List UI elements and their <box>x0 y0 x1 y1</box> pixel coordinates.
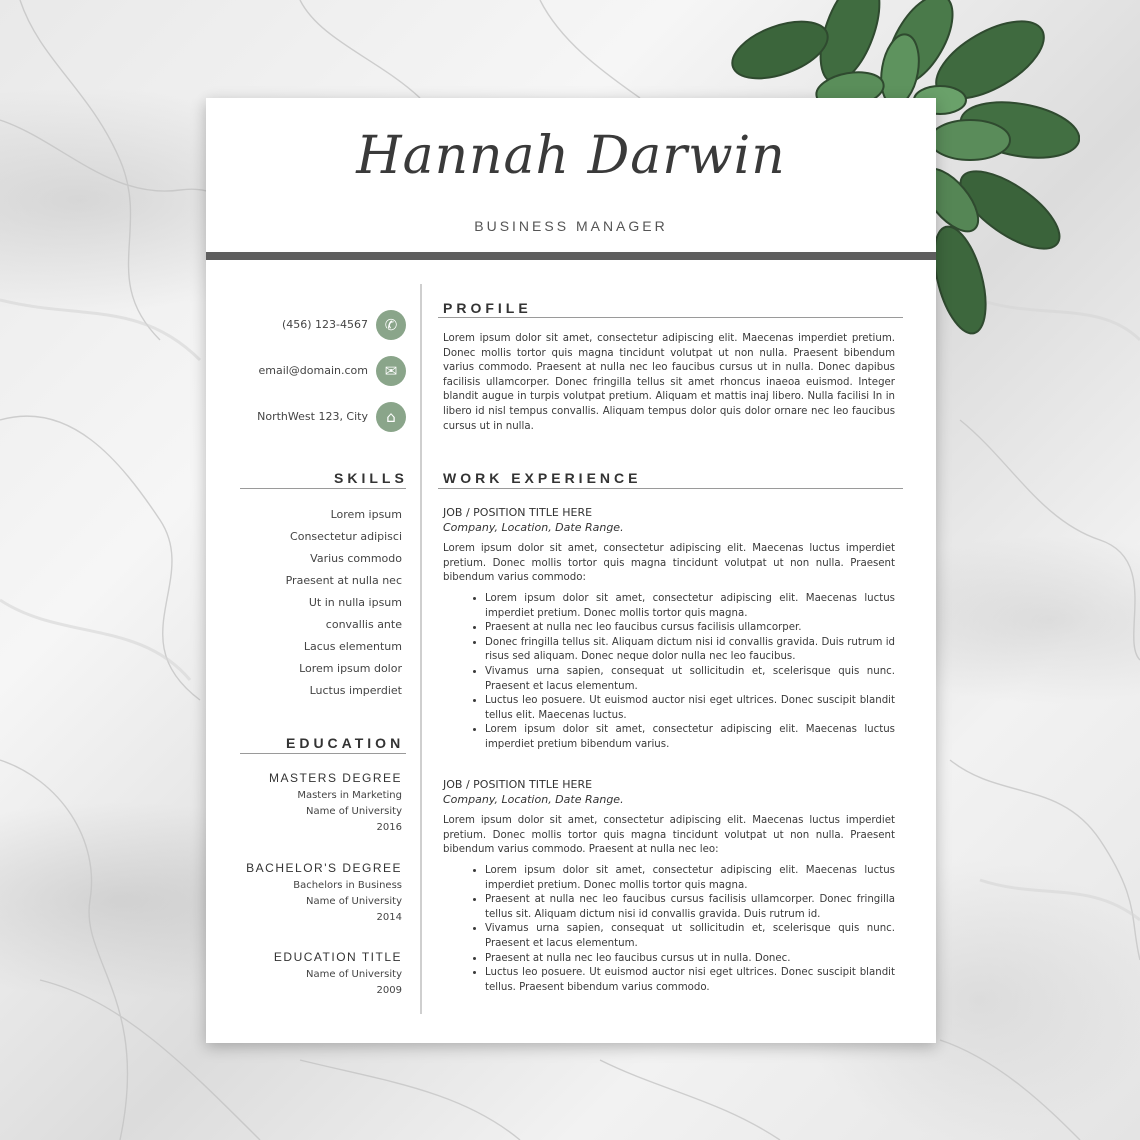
job-bullet: • Lorem ipsum dolor sit amet, consectetur adipiscing elit. Maecenas luctus imperdiet pretium bibendum varius. <box>485 723 895 752</box>
job-company-meta: Company, Location, Date Range. <box>443 793 624 806</box>
skill-item: Ut in nulla ipsum <box>308 596 402 609</box>
skill-item: Lacus elementum <box>303 640 402 653</box>
envelope-icon: ✉ <box>376 356 406 386</box>
degree-field: Bachelors in Business <box>293 880 402 891</box>
phone-text: (456) 123-4567 <box>281 318 368 331</box>
job-bullet: • Luctus leo posuere. Ut euismod auctor nisi eget ultrices. Donec suscipit blandit tellus. Praesent bibendum varius commodo. <box>485 966 895 995</box>
job-title: BUSINESS MANAGER <box>474 218 668 234</box>
degree-field: Masters in Marketing <box>297 790 402 801</box>
job-bullet: • Lorem ipsum dolor sit amet, consectetur adipiscing elit. Maecenas luctus imperdiet pretium. Donec mollis tortor quis magna. <box>485 864 895 893</box>
column-divider <box>420 284 422 1014</box>
work-experience-heading: WORK EXPERIENCE <box>443 470 642 486</box>
graduation-year: 2014 <box>376 912 402 923</box>
job-bullet: • Luctus leo posuere. Ut euismod auctor nisi eget ultrices. Donec suscipit blandit tellus elit. Maecenas luctus. <box>485 694 895 723</box>
job-bullet: • Praesent at nulla nec leo faucibus cursus facilisis ullamcorper. <box>485 621 895 636</box>
job-position-title: JOB / POSITION TITLE HERE <box>443 506 593 519</box>
skill-item: Lorem ipsum <box>330 508 402 521</box>
degree-title: BACHELOR'S DEGREE <box>246 861 402 875</box>
degree-title: MASTERS DEGREE <box>268 771 402 785</box>
graduation-year: 2009 <box>376 985 402 996</box>
skill-item: Luctus imperdiet <box>309 684 402 697</box>
job-bullet: • Praesent at nulla nec leo faucibus cursus ut in nulla. Donec. <box>485 952 895 967</box>
header-divider-bar <box>206 252 936 260</box>
email-text: email@domain.com <box>258 364 368 377</box>
skill-item: Praesent at nulla nec <box>285 574 402 587</box>
work-experience-rule <box>438 488 903 489</box>
university-name: Name of University <box>306 969 402 980</box>
job-bullet-list <box>443 864 895 995</box>
resume-page <box>206 98 936 1043</box>
job-position-title: JOB / POSITION TITLE HERE <box>443 778 593 791</box>
job-bullet: • Vivamus urna sapien, consequat ut sollicitudin et, scelerisque quis nunc. Praesent et lacus elementum. <box>485 665 895 694</box>
skill-item: Varius commodo <box>310 552 402 565</box>
home-icon: ⌂ <box>376 402 406 432</box>
job-bullet: • Lorem ipsum dolor sit amet, consectetur adipiscing elit. Maecenas luctus imperdiet pretium. Donec mollis tortor quis magna. <box>485 592 895 621</box>
skill-item: Lorem ipsum dolor <box>299 662 402 675</box>
university-name: Name of University <box>306 896 402 907</box>
job-summary: Lorem ipsum dolor sit amet, consectetur adipiscing elit. Maecenas luctus imperdiet pretium. Donec mollis tortor quis magna tincidunt volutpat ut non nulla. Praesent bibendum varius commodo: <box>443 543 895 584</box>
education-rule <box>240 753 406 754</box>
job-company-meta: Company, Location, Date Range. <box>443 521 624 534</box>
skills-heading: SKILLS <box>334 470 408 486</box>
skill-item: Consectetur adipisci <box>290 530 402 543</box>
skills-rule <box>240 488 406 489</box>
education-entry <box>240 950 402 999</box>
contact-phone <box>226 310 406 342</box>
job-bullet: • Vivamus urna sapien, consequat ut sollicitudin et, scelerisque quis nunc. Praesent et lacus elementum. <box>485 922 895 951</box>
job-summary: Lorem ipsum dolor sit amet, consectetur adipiscing elit. Maecenas luctus imperdiet pretium. Donec mollis tortor quis magna tincidunt volutpat ut non nulla. Praesent bibendum varius commodo. Praesent at nulla nec leo: <box>443 815 895 856</box>
job-bullet: • Donec fringilla tellus sit. Aliquam dictum nisi id convallis gravida. Duis rutrum id risus sed aliquam. Donec neque dolor nulla nec leo faucibus. <box>485 636 895 665</box>
university-name: Name of University <box>306 806 402 817</box>
job-bullet-list <box>443 592 895 753</box>
contact-email <box>226 356 406 388</box>
candidate-name: Hannah Darwin <box>356 126 786 186</box>
skills-list <box>240 504 402 702</box>
education-entry <box>240 861 402 926</box>
profile-text: Lorem ipsum dolor sit amet, consectetur adipiscing elit. Maecenas imperdiet pretium. Donec mollis tortor quis magna tincidunt volutpat ut non nulla. Praesent bibendum varius commodo. Praesent at nulla nec leo faucibus cursus ut in nulla. Donec dapibus facilisis ullamcorper. Donec fringilla tellus sit amet rhoncus inaeoa euismod. Integer blandit augue in turpis volutpat pretium. Aliquam et mattis inaj libero. Nulla facilisi In in libero id nisl tempus convallis. Aliquam tempus dolor quis dolor ornare nec leo faucibus cursus ut in nulla. <box>443 333 895 432</box>
job-bullet: • Praesent at nulla nec leo faucibus cursus facilisis ullamcorper. Donec fringilla tellus sit. Aliquam dictum nisi id convallis gravida. Duis rutrum id. <box>485 893 895 922</box>
phone-icon: ✆ <box>376 310 406 340</box>
degree-title: EDUCATION TITLE <box>273 950 402 964</box>
education-heading: EDUCATION <box>286 735 405 751</box>
address-text: NorthWest 123, City <box>257 410 368 423</box>
profile-heading: PROFILE <box>443 300 532 316</box>
education-entry <box>240 771 402 836</box>
contact-address <box>226 402 406 434</box>
graduation-year: 2016 <box>376 822 402 833</box>
profile-rule <box>438 317 903 318</box>
skill-item: convallis ante <box>325 618 402 631</box>
